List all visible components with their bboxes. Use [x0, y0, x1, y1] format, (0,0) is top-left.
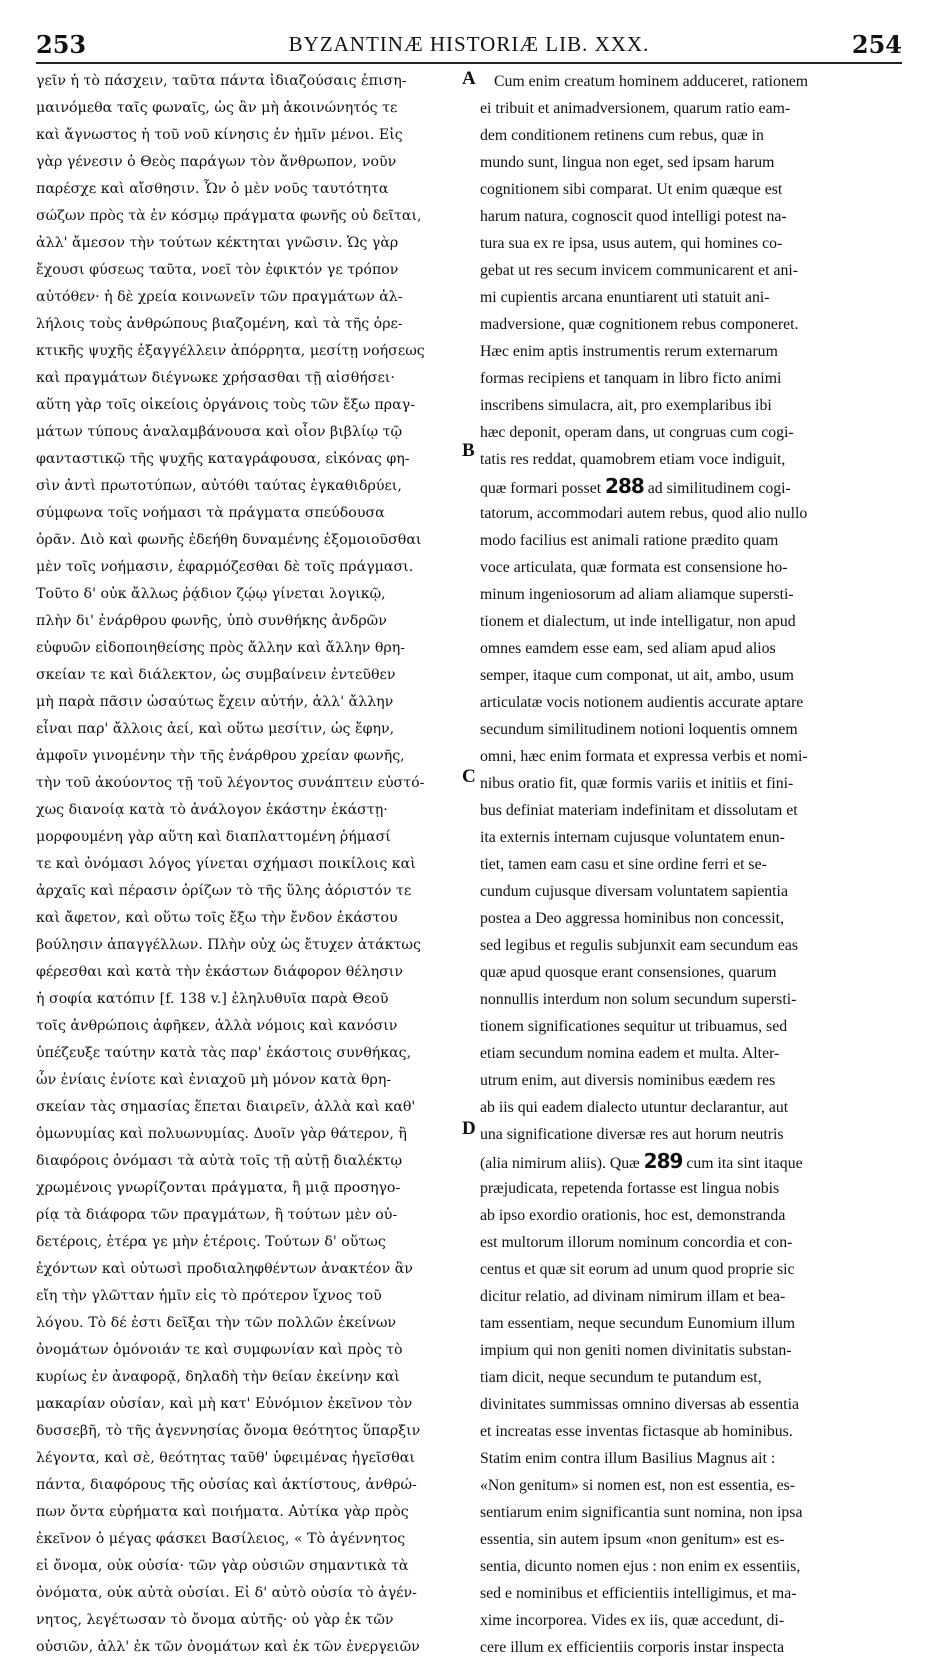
latin-text-line: postea a Deo aggressa hominibus non concessit,: [480, 910, 785, 927]
latin-text-line: ita externis internam cujusque voluntatem enun-: [480, 829, 785, 846]
greek-text-line: εἰ ὄνομα, οὐκ οὐσία· τῶν γὰρ οὐσιῶν σημαντικὰ τὰ: [36, 1558, 409, 1574]
latin-text-line: ei tribuit et animadversionem, quarum ratio eam-: [480, 100, 791, 117]
greek-text-line: μορφουμένη γὰρ αὕτη καὶ διαπλαττομένη ῥήμασί: [36, 829, 391, 845]
greek-text-line: ὀνόματα, οὐκ αὐτὰ οὐσίαι. Εἰ δ' αὐτὸ οὐσία τὸ ἀγέν-: [36, 1585, 417, 1601]
greek-text-line: ἐκεῖνον ὁ μέγας φάσκει Βασίλειος, « Τὸ ἀγέννητος: [36, 1531, 406, 1547]
latin-text-line: una significatione diversæ res aut horum neutris: [480, 1126, 784, 1143]
greek-text-line: ἐχόντων καὶ οὑτωσὶ προδιαληφθέντων ἀνακτέον ἂν: [36, 1261, 413, 1277]
latin-text-line: centus et quæ sit eorum ad unum quod proprie sic: [480, 1261, 795, 1278]
latin-text-line: gebat ut res secum invicem communicarent et ani-: [480, 262, 799, 279]
latin-text-line: tiet, tamen eam casu et sine ordine ferri et se-: [480, 856, 767, 873]
greek-text-line: αὐτόθεν· ἡ δὲ χρεία κοινωνεῖν τῶν πραγμάτων ἀλ-: [36, 289, 403, 305]
latin-text-column: [480, 68, 904, 1661]
latin-text-line: minum ingeniosorum ad aliam aliamque supersti-: [480, 586, 794, 603]
greek-text-line: ὀνομάτων ὁμόνοιάν τε καὶ συμφωνίαν καὶ πρὸς τὸ: [36, 1342, 403, 1358]
latin-text-line: etiam secundum nomina eadem et multa. Alter-: [480, 1045, 780, 1062]
latin-text-line: mi cupientis arcana enuntiarent uti statuit ani-: [480, 289, 770, 306]
greek-text-line: λόγου. Τὸ δέ ἐστι δεῖξαι τὴν τῶν πολλῶν ἐκείνων: [36, 1315, 397, 1331]
page-number-left: 253: [36, 30, 87, 59]
latin-text-line: sentia, dicunto nomen ejus : non enim ex essentiis,: [480, 1558, 801, 1575]
greek-text-line: χως διανοίᾳ κατὰ τὸ ἀνάλογον ἑκάστην ἑκάστῃ·: [36, 802, 388, 818]
latin-text-line: «Non genitum» si nomen est, non est essentia, es-: [480, 1477, 796, 1494]
greek-text-line: σύμφωνα τοῖς νοήμασι τὰ πράγματα σπεύδουσα: [36, 505, 385, 521]
latin-text-line: præjudicata, repetenda fortasse est lingua nobis: [480, 1180, 780, 1197]
greek-text-line: βούλησιν ἀπαγγέλλων. Πλὴν οὐχ ὡς ἔτυχεν ἀτάκτως: [36, 937, 421, 953]
greek-text-line: πάντα, διαφόρους τῆς οὐσίας καὶ ἀκτίστους, ἀνθρώ-: [36, 1477, 417, 1493]
greek-text-line: τε καὶ ὀνόμασι λόγος γίνεται σχήμασι ποικίλοις καὶ: [36, 856, 416, 872]
latin-text-line: semper, itaque cum componat, ut ait, ambo, usum: [480, 667, 794, 684]
latin-text-line: nonnullis interdum non solum secundum supersti-: [480, 991, 797, 1008]
latin-text-line: omnes eamdem esse eam, sed aliam apud alios: [480, 640, 776, 657]
latin-text-line: articulatæ vocis notionem audientis accurate aptare: [480, 694, 804, 711]
greek-text-line: σώζων πρὸς τὰ ἐν κόσμῳ πράγματα φωνῆς οὐ δεῖται,: [36, 208, 422, 224]
latin-text-line: nibus oratio fit, quæ formis variis et initiis et fini-: [480, 775, 794, 792]
greek-text-line: εὐφυῶν εἰδοποιηθείσης πρὸς ἄλλην καὶ ἄλλην θρη-: [36, 640, 406, 656]
latin-text-line: tam essentiam, neque secundum Eunomium illum: [480, 1315, 796, 1332]
running-title: BYZANTINÆ HISTORIÆ LIB. XXX.: [288, 32, 650, 56]
greek-text-line: εἶναι παρ' ἄλλοις ἀεί, καὶ οὕτω μεσίτιν, ὡς ἔφην,: [36, 721, 395, 737]
latin-text-line: dicitur relatio, ad divinam nimirum illam et bea-: [480, 1288, 786, 1305]
greek-text-line: τοῖς ἀνθρώποις ἀφῆκεν, ἀλλὰ νόμοις καὶ κανόσιν: [36, 1018, 398, 1034]
latin-text-line: voce articulata, quæ formata est consensione ho-: [480, 559, 788, 576]
latin-text-line: Hæc enim aptis instrumentis rerum externarum: [480, 343, 778, 360]
margin-letter-d: D: [462, 1118, 476, 1139]
latin-text-line: sed legibus et regulis subjunxit eam secundum eas: [480, 937, 799, 954]
greek-text-line: ἡ σοφία κατόπιν [f. 138 v.] ἐληλυθυῖα παρὰ Θεοῦ: [36, 991, 389, 1007]
greek-text-line: ὧν ἐνίαις ἐνίοτε καὶ ἐνιαχοῦ μὴ μόνον κατὰ θρη-: [36, 1072, 392, 1088]
greek-text-line: ὁμωνυμίας καὶ πολυωνυμίας. Δυοῖν γὰρ θάτερον, ἢ: [36, 1126, 407, 1142]
latin-text-line: madversione, quæ cognitionem rebus componeret.: [480, 316, 799, 333]
greek-text-line: σὶν ἀντὶ πρωτοτύπων, αὐτόθι ταύτας ἐγκαθιδρύει,: [36, 478, 402, 494]
latin-text-line: cognitionem sibi comparat. Ut enim quæque est: [480, 181, 783, 198]
greek-text-line: κυρίως ἐν ἀναφορᾷ, δηλαδὴ τὴν θείαν ἐκείνην καὶ: [36, 1369, 400, 1385]
latin-text-line: tiam dicit, neque secundum te putandum est,: [480, 1369, 762, 1386]
latin-text-line: quæ formari posset 288 ad similitudinem cogi-: [480, 474, 791, 498]
latin-text-line: divinitates summissas omnino diversas ab essentia: [480, 1396, 799, 1413]
greek-text-line: ρίᾳ τὰ διάφορα τῶν πραγμάτων, ἢ τούτων μὲν οὐ-: [36, 1207, 398, 1223]
greek-text-line: ὁρᾶν. Διὸ καὶ φωνῆς ἐδεήθη δυναμένης ἐξομοιοῦσθαι: [36, 532, 422, 548]
latin-text-line: tatorum, accommodari autem rebus, quod alio nullo: [480, 505, 808, 522]
margin-letter-c: C: [462, 766, 476, 787]
greek-text-line: φέρεσθαι καὶ κατὰ τὴν ἑκάστων διάφορον θέλησιν: [36, 964, 403, 980]
latin-text-line: formas recipiens et tanquam in libro ficto animi: [480, 370, 782, 387]
latin-text-line: modo facilius est animali ratione prædito quam: [480, 532, 779, 549]
greek-text-line: ὑπέζευξε ταύτην κατὰ τὰς παρ' ἑκάστοις συνθήκας,: [36, 1045, 412, 1061]
greek-text-line: καὶ πραγμάτων διέγνωκε χρήσασθαι τῇ αἰσθήσει·: [36, 370, 395, 386]
greek-text-line: μαινόμεθα ταῖς φωναῖς, ὡς ἂν μὴ ἀκοινώνητός τε: [36, 100, 398, 116]
latin-text-line: ab ipso exordio orationis, hoc est, demonstranda: [480, 1207, 786, 1224]
latin-text-line: tionem significationes sequitur ut tribuamus, sed: [480, 1018, 788, 1035]
latin-text-line: Statim enim contra illum Basilius Magnus ait :: [480, 1450, 776, 1467]
latin-text-line: inscribens simulacra, ait, pro exemplaribus ibi: [480, 397, 772, 414]
latin-text-line: impium qui non geniti nomen divinitatis substan-: [480, 1342, 792, 1359]
greek-text-line: αὕτη γὰρ τοῖς οἰκείοις ὀργάνοις τοὺς τῶν ἔξω πραγ-: [36, 397, 416, 413]
greek-text-line: ἀμφοῖν γινομένην τὴν τῆς ἐνάρθρου χρείαν φωνῆς,: [36, 748, 405, 764]
greek-text-column: [36, 68, 458, 1661]
greek-text-line: ἀλλ' ἄμεσον τὴν τούτων κέκτηται γνῶσιν. Ὡς γὰρ: [36, 235, 399, 251]
latin-text-line: tatis res reddat, quamobrem etiam voce indiguit,: [480, 451, 786, 468]
greek-text-line: γεῖν ἡ τὸ πάσχειν, ταῦτα πάντα ἰδιαζούσαις ἐπιση-: [36, 73, 407, 89]
latin-text-line: omni, hæc enim formata et expressa verbis et nomi-: [480, 748, 808, 765]
greek-text-line: δυσσεβῆ, τὸ τῆς ἀγεννησίας ὄνομα θεότητος ὕπαρξιν: [36, 1423, 421, 1439]
greek-text-line: πων ὄντα εὑρήματα καὶ ποιήματα. Αὐτίκα γὰρ πρὸς: [36, 1504, 409, 1520]
greek-text-line: καὶ ἄγνωστος ἡ τοῦ νοῦ κίνησις ἐν ἡμῖν μένοι. Εἰς: [36, 127, 403, 143]
inline-page-number: 289: [643, 1149, 683, 1173]
greek-text-line: χρωμένοις γνωρίζονται πράγματα, ἢ μιᾷ προσηγο-: [36, 1180, 401, 1196]
greek-text-line: λέγοντα, καὶ σὲ, θεότητας ταῦθ' ὑφειμένας ἡγεῖσθαι: [36, 1450, 415, 1466]
greek-text-line: τὴν τοῦ ἀκούοντος τῇ τοῦ λέγοντος συνάπτειν εὐστό-: [36, 775, 425, 791]
margin-letter-b: B: [462, 440, 475, 461]
greek-text-line: νητος, λεγέτωσαν τὸ ὄνομα αὐτῆς· οὐ γὰρ ἐκ τῶν: [36, 1612, 394, 1628]
greek-text-line: λήλοις τοὺς ἀνθρώπους βιαζομένη, καὶ τὰ τῆς ὀρε-: [36, 316, 403, 332]
latin-text-line: ab iis qui eadem dialecto utuntur declarantur, aut: [480, 1099, 789, 1116]
latin-text-line: harum natura, cognoscit quod intelligi potest na-: [480, 208, 787, 225]
latin-text-line: cundum cujusque diversam voluntatem sapientia: [480, 883, 788, 900]
latin-text-line: xime incorporea. Vides ex iis, quæ accedunt, di-: [480, 1612, 785, 1629]
greek-text-line: ἀρχαῖς καὶ πέρασιν ὁρίζων τὸ τῆς ὕλης ἀόριστόν τε: [36, 883, 412, 899]
latin-text-line: secundum similitudinem notioni loquentis omnem: [480, 721, 798, 738]
latin-text-line: Cum enim creatum hominem adduceret, rationem: [494, 73, 809, 90]
latin-text-line: tionem et dialectum, ut inde intelligatur, non apud: [480, 613, 796, 630]
greek-text-line: διαφόροις ὀνόμασι τὰ αὐτὰ τοῖς τῇ αὐτῇ διαλέκτῳ: [36, 1153, 403, 1169]
running-header: [36, 30, 902, 64]
greek-text-line: σκείαν τε καὶ διάλεκτον, ὡς συμβαίνειν ἐντεῦθεν: [36, 667, 396, 683]
greek-text-line: Τοῦτο δ' οὐκ ἄλλως ῥᾴδιον ζῴῳ γίνεται λογικῷ,: [36, 586, 386, 602]
latin-text-line: bus definiat materiam indefinitam et dissolutam et: [480, 802, 798, 819]
greek-text-line: οὐσιῶν, ἀλλ' ἐκ τῶν ὀνομάτων καὶ ἐκ τῶν ἐνεργειῶν: [36, 1639, 420, 1655]
greek-text-line: μὲν τοῖς νοήμασιν, ἐφαρμόζεσθαι δὲ τοῖς πράγμασι.: [36, 559, 414, 575]
greek-text-line: μακαρίαν οὐσίαν, καὶ μὴ κατ' Εὐνόμιον ἐκεῖνον τὸν: [36, 1396, 413, 1412]
latin-text-line: (alia nimirum aliis). Quæ 289 cum ita sint itaque: [480, 1149, 803, 1173]
inline-page-number: 288: [605, 474, 644, 498]
greek-text-line: σκείαν τὰς σημασίας ἕπεται διαιρεῖν, ἀλλὰ καὶ καθ': [36, 1099, 416, 1115]
latin-text-line: mundo sunt, lingua non eget, sed ipsam harum: [480, 154, 775, 171]
latin-text-line: quæ apud quosque erant consensiones, quarum: [480, 964, 777, 981]
greek-text-line: εἴη τὴν γλῶτταν ἡμῖν εἰς τὸ πρότερον ἴχνος τοῦ: [36, 1288, 382, 1304]
latin-text-line: tura sua ex re ipsa, usus autem, qui homines co-: [480, 235, 783, 252]
latin-text-line: essentia, sin autem ipsum «non genitum» est es-: [480, 1531, 785, 1548]
greek-text-line: παρέσχε καὶ αἴσθησιν. Ὧν ὁ μὲν νοῦς ταυτότητα: [36, 181, 389, 197]
greek-text-line: πλὴν δι' ἐνάρθρου φωνῆς, ὑπὸ συνθήκης ἀνδρῶν: [36, 613, 387, 629]
latin-text-line: utrum enim, aut diversis nominibus eædem res: [480, 1072, 776, 1089]
greek-text-line: μὴ παρὰ πᾶσιν ὡσαύτως ἔχειν αὐτήν, ἀλλ' ἄλλην: [36, 694, 394, 710]
greek-text-line: κτικῆς ψυχῆς ἐξαγγέλλειν ἀπόρρητα, μεσίτῃ νοήσεως: [36, 343, 425, 359]
margin-letter-a: A: [462, 68, 476, 89]
greek-text-line: μάτων τύπους ἀναλαμβάνουσα καὶ οἷον βιβλίῳ τῷ: [36, 424, 403, 440]
latin-text-line: est multorum illorum nominum concordia et con-: [480, 1234, 793, 1251]
latin-text-line: sentiarum enim significantia sunt nomina, non ipsa: [480, 1504, 803, 1521]
latin-text-line: cere illum ex efficientiis corporis instar inspecta: [480, 1639, 785, 1656]
greek-text-line: ἔχουσι φύσεως ταῦτα, νοεῖ τὸν ἐφικτόν γε τρόπον: [36, 262, 399, 278]
latin-text-line: sed e nominibus et efficientiis intelligimus, et ma-: [480, 1585, 797, 1602]
greek-text-line: φανταστικῷ τῆς ψυχῆς καταγράφουσα, εἰκόνας φη-: [36, 451, 410, 467]
latin-text-line: et increatas esse inventas fictasque ab hominibus.: [480, 1423, 793, 1440]
greek-text-line: καὶ ἄφετον, καὶ οὕτω τοῖς ἔξω τὴν ἔνδον ἑκάστου: [36, 910, 398, 926]
greek-text-line: γὰρ γένεσιν ὁ Θεὸς παράγων τὸν ἄνθρωπον, νοῦν: [36, 154, 397, 170]
greek-text-line: δετέροις, ἑτέρα γε μὴν ἑτέροις. Τούτων δ' οὕτως: [36, 1234, 386, 1250]
page-number-right: 254: [851, 30, 902, 59]
header-rule: [36, 62, 902, 64]
latin-text-line: dem conditionem retinens cum rebus, quæ in: [480, 127, 764, 144]
latin-text-line: hæc deponit, operam dans, ut congruas cum cogi-: [480, 424, 794, 441]
